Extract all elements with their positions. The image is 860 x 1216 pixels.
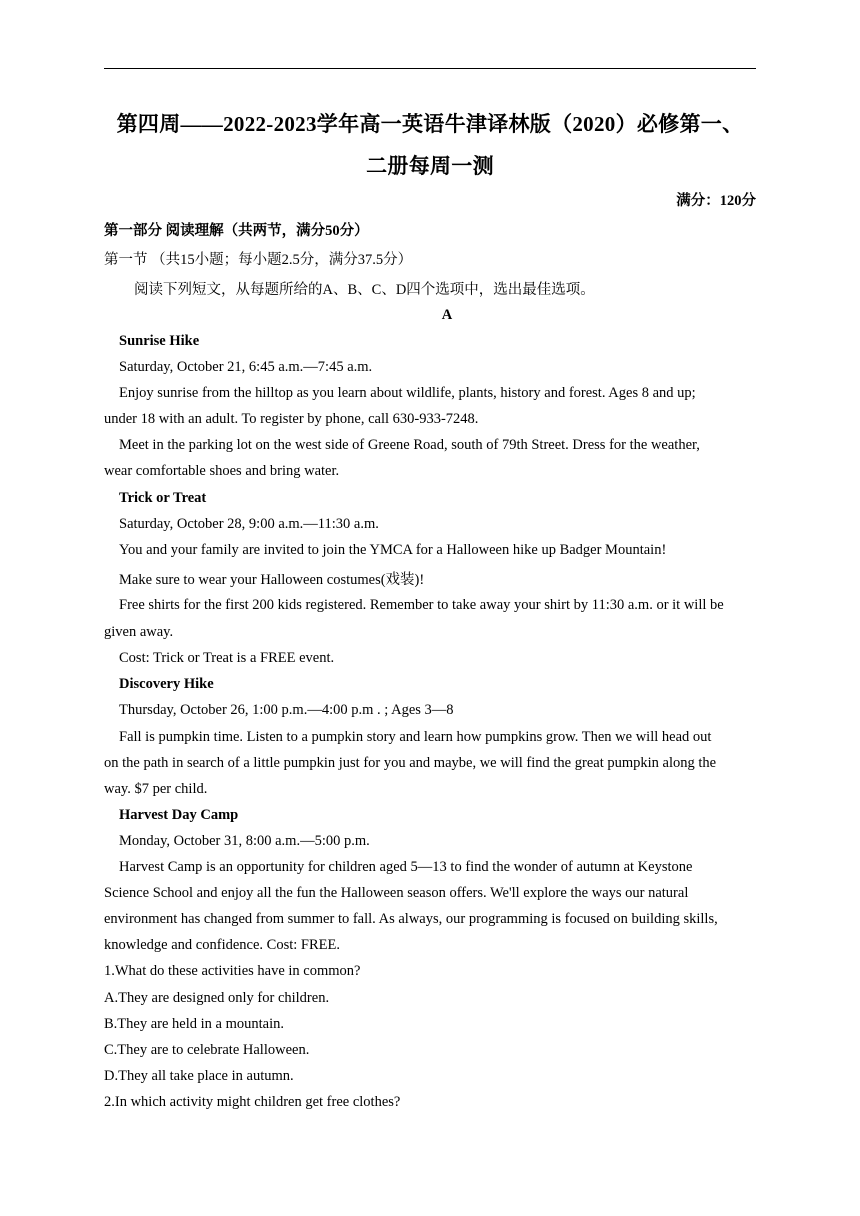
text-line: Monday, October 31, 8:00 a.m.—5:00 p.m. — [119, 833, 370, 849]
page-title-line-1: 第四周——2022-2023学年高一英语牛津译林版（2020）必修第一、 — [116, 112, 744, 136]
text-line: Fall is pumpkin time. Listen to a pumpkin story and learn how pumpkins grow. Then we will head out — [119, 729, 712, 745]
option-c: C.They are to celebrate Halloween. — [104, 1042, 310, 1058]
passage-label: A — [441, 307, 453, 323]
part-heading: 第一部分 阅读理解（共两节，满分50分） — [104, 223, 369, 239]
text-line: under 18 with an adult. To register by phone, call 630-933-7248. — [104, 411, 479, 427]
text-line: Thursday, October 26, 1:00 p.m.—4:00 p.m . ; Ages 3—8 — [119, 702, 454, 718]
section-heading: 第一节 （共15小题；每小题2.5分，满分37.5分） — [104, 252, 413, 268]
text-line: knowledge and confidence. Cost: FREE. — [104, 937, 340, 953]
option-d: D.They all take place in autumn. — [104, 1068, 294, 1084]
question-1: 1.What do these activities have in common? — [104, 963, 361, 979]
instruction-text: 阅读下列短文，从每题所给的A、B、C、D四个选项中，选出最佳选项。 — [134, 282, 595, 298]
text-line: Harvest Camp is an opportunity for children aged 5—13 to find the wonder of autumn at Keystone — [119, 859, 693, 875]
text-line: Enjoy sunrise from the hilltop as you learn about wildlife, plants, history and forest. Ages 8 and up; — [119, 385, 696, 401]
text-line: Make sure to wear your Halloween costumes(戏装)! — [119, 572, 425, 588]
text-line: Cost: Trick or Treat is a FREE event. — [119, 650, 335, 666]
option-b: B.They are held in a mountain. — [104, 1016, 284, 1032]
header-rule — [104, 68, 756, 69]
event-title-discovery-hike: Discovery Hike — [119, 676, 214, 692]
full-score: 满分：120分 — [676, 193, 756, 209]
text-line: Meet in the parking lot on the west side of Greene Road, south of 79th Street. Dress for the weather, — [119, 437, 700, 453]
text-line: Free shirts for the first 200 kids registered. Remember to take away your shirt by 11:30 a.m. or it will be — [119, 597, 724, 613]
text-line: on the path in search of a little pumpkin just for you and maybe, we will find the great pumpkin along the — [104, 755, 717, 771]
text-line: Science School and enjoy all the fun the Halloween season offers. We'll explore the ways our natural — [104, 885, 689, 901]
text-line: way. $7 per child. — [104, 781, 208, 797]
question-2: 2.In which activity might children get free clothes? — [104, 1094, 401, 1110]
text-line: wear comfortable shoes and bring water. — [104, 463, 340, 479]
event-title-trick-or-treat: Trick or Treat — [119, 490, 207, 506]
event-title-sunrise-hike: Sunrise Hike — [119, 333, 200, 349]
event-title-harvest-day-camp: Harvest Day Camp — [119, 807, 239, 823]
text-line: Saturday, October 21, 6:45 a.m.—7:45 a.m. — [119, 359, 373, 375]
text-line: Saturday, October 28, 9:00 a.m.—11:30 a.m. — [119, 516, 379, 532]
text-line: You and your family are invited to join the YMCA for a Halloween hike up Badger Mountain! — [119, 542, 667, 558]
option-a: A.They are designed only for children. — [104, 990, 330, 1006]
text-line: given away. — [104, 624, 174, 640]
page-title-line-2: 二册每周一测 — [366, 154, 494, 178]
text-line: environment has changed from summer to fall. As always, our programming is focused on building skills, — [104, 911, 718, 927]
